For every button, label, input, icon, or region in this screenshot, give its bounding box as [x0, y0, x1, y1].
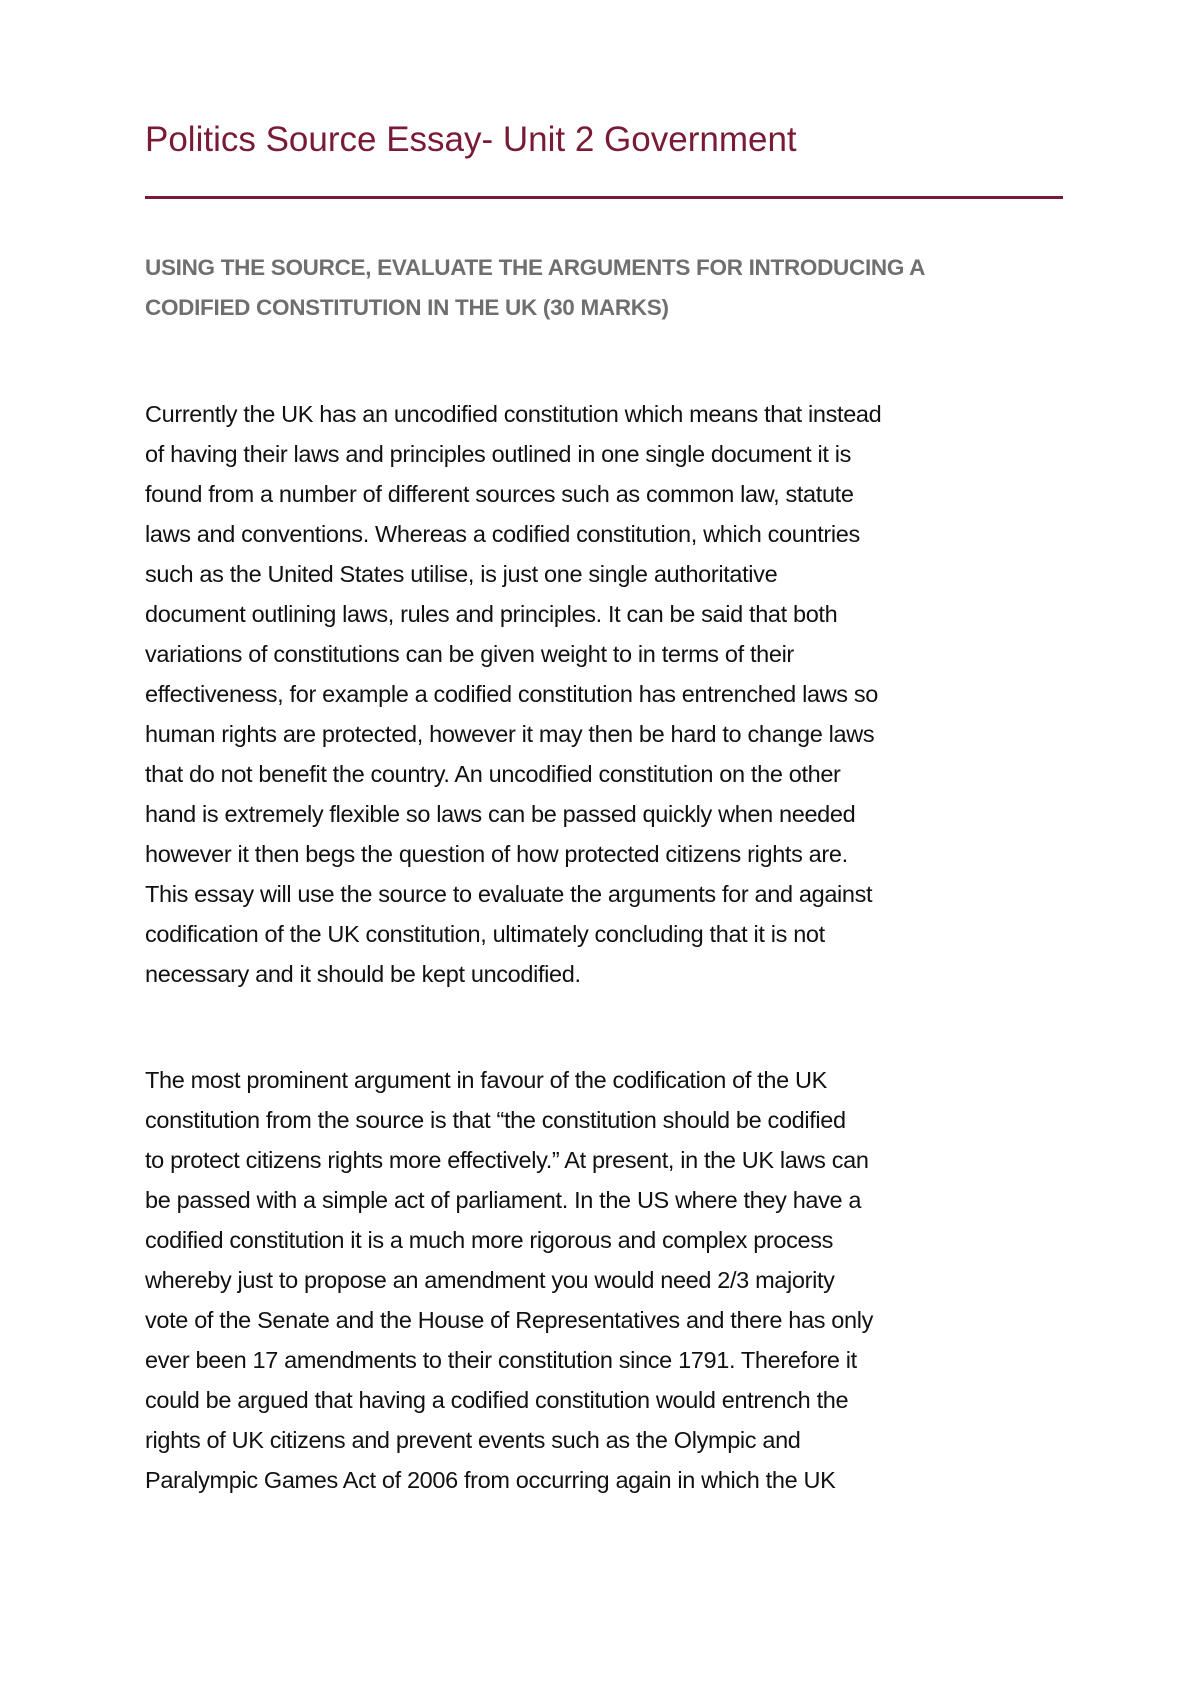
text-line: Currently the UK has an uncodified constitution which means that instead [145, 401, 882, 427]
text-line: The most prominent argument in favour of the codification of the UK [145, 1067, 827, 1093]
introduction-paragraph [145, 394, 1085, 994]
text-line: however it then begs the question of how protected citizens rights are. [145, 841, 848, 867]
text-line: that do not benefit the country. An uncodified constitution on the other [145, 761, 841, 787]
text-line: vote of the Senate and the House of Representatives and there has only [145, 1307, 874, 1333]
document-title: Politics Source Essay- Unit 2 Government [145, 120, 797, 159]
text-line: be passed with a simple act of parliament. In the US where they have a [145, 1187, 862, 1213]
text-line: human rights are protected, however it may then be hard to change laws [145, 721, 875, 747]
text-line: effectiveness, for example a codified constitution has entrenched laws so [145, 681, 878, 707]
text-line: constitution from the source is that “the constitution should be codified [145, 1107, 846, 1133]
text-line: rights of UK citizens and prevent events such as the Olympic and [145, 1427, 801, 1453]
text-line: ever been 17 amendments to their constitution since 1791. Therefore it [145, 1347, 857, 1373]
text-line: whereby just to propose an amendment you would need 2/3 majority [145, 1267, 835, 1293]
text-line: This essay will use the source to evaluate the arguments for and against [145, 881, 873, 907]
text-line: of having their laws and principles outlined in one single document it is [145, 441, 851, 467]
title-underline-rule [145, 196, 1063, 199]
text-line: Paralympic Games Act of 2006 from occurring again in which the UK [145, 1467, 836, 1493]
text-line: found from a number of different sources such as common law, statute [145, 481, 854, 507]
text-line: to protect citizens rights more effectively.” At present, in the UK laws can [145, 1147, 869, 1173]
essay-question [145, 248, 1075, 328]
text-line: document outlining laws, rules and principles. It can be said that both [145, 601, 838, 627]
text-line: hand is extremely flexible so laws can be passed quickly when needed [145, 801, 856, 827]
essay-question-line: USING THE SOURCE, EVALUATE THE ARGUMENTS FOR INTRODUCING A [145, 255, 926, 280]
essay-question-line: CODIFIED CONSTITUTION IN THE UK (30 MARKS) [145, 295, 669, 320]
text-line: variations of constitutions can be given weight to in terms of their [145, 641, 794, 667]
text-line: could be argued that having a codified constitution would entrench the [145, 1387, 849, 1413]
text-line: such as the United States utilise, is just one single authoritative [145, 561, 778, 587]
text-line: codified constitution it is a much more rigorous and complex process [145, 1227, 834, 1253]
text-line: necessary and it should be kept uncodified. [145, 961, 581, 987]
argument-paragraph [145, 1060, 1085, 1500]
text-line: laws and conventions. Whereas a codified constitution, which countries [145, 521, 860, 547]
text-line: codification of the UK constitution, ultimately concluding that it is not [145, 921, 825, 947]
